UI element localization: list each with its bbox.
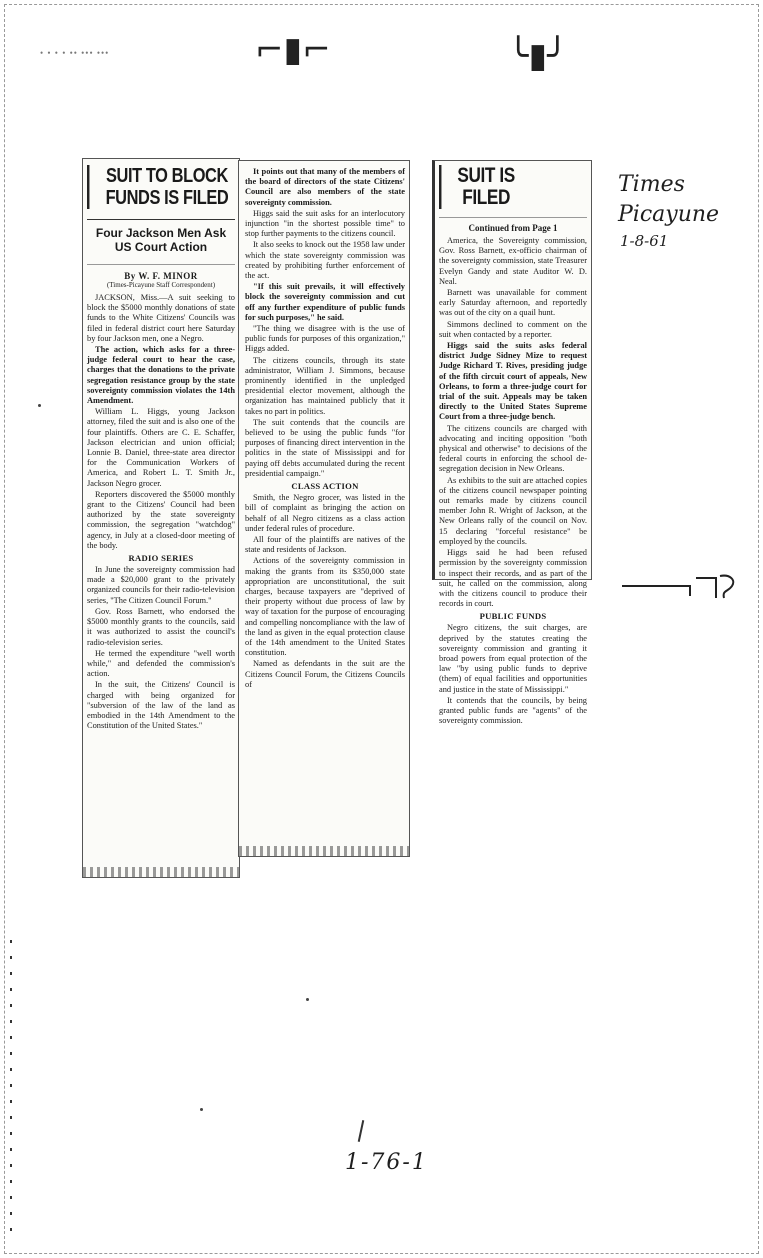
article-paragraph: Reporters discovered the $5000 monthly grant to the Citizens' Council had been authorized by the state sovereignty commission, the segregation "watchdog" agency, in July at a closed-door meeting of the body.	[87, 489, 235, 550]
clipping-column-2	[238, 160, 410, 857]
article-paragraph: The action, which asks for a three-judge federal court to hear the case, charges that the donations to the private segregation resistance group by the state sovereignty commission violates the 14th Amendment.	[87, 345, 235, 406]
subheadline: Four Jackson Men Ask US Court Action	[87, 219, 235, 254]
headline: SUIT TO BLOCK FUNDS IS FILED	[87, 165, 243, 209]
article-paragraph: It contends that the councils, by being granted public funds are "agents" of the sovereignty commission.	[439, 695, 587, 726]
torn-edge	[239, 846, 409, 856]
article-paragraph: Higgs said the suits asks federal district Judge Sidney Mize to request Judge Richard T. Rives, presiding judge of the fifth circuit court of appeals, New Orleans, to form a three-judge court for trial of the suit. Appeals may be taken directly to the United States Supreme Court from a three-judge bench.	[439, 341, 587, 422]
speck	[200, 1108, 203, 1111]
article-paragraph: The suit contends that the councils are believed to be using the public funds "for purposes of financing direct intervention in the politics in the state of Mississippi and for paying off debts accumulated during the recent presidential campaign."	[245, 417, 405, 478]
section-heading: CLASS ACTION	[291, 481, 359, 492]
article-paragraph: William L. Higgs, young Jackson attorney, filed the suit and is also one of the four plaintiffs. Others are C. E. Schaffer, Jackson electrician and union official; Lonnie B. Daniel, three-state area director for the Communication Workers of America, and Robert L. T. Smith Jr., Jackson Negro grocer.	[87, 407, 235, 488]
article-paragraph: It points out that many of the members of the board of directors of the state Citizens' Council are also members of the state sovereignty commission.	[245, 167, 405, 207]
article-paragraph: Higgs said he had been refused permission by the sovereignty commission to inspect their records, and as part of the suit, he called on the commission, along with the citizens council to produce their records in court.	[439, 548, 587, 609]
article-paragraph: Actions of the sovereignty commission in making the grants from its $350,000 state appropriation are unconstitutional, the suit charges, because taxpayers are "deprived of their property without due process of law by way of taxation for the purpose of encouraging and compelling noncompliance with the law of the land as given in the equal protection clause of the 14th amendment to the United States constitution.	[245, 556, 405, 658]
clipping-column-1	[82, 158, 240, 878]
speck	[38, 404, 41, 407]
handwritten-file-reference: 1-76-1	[345, 1150, 428, 1175]
article-paragraph: He termed the expenditure "well worth while," and defended the commission's action.	[87, 648, 235, 679]
handwritten-paper-name: Times Picayune	[618, 172, 720, 227]
article-paragraph: Named as defendants in the suit are the Citizens Council Forum, the Citizens Councils of	[245, 659, 405, 689]
article-paragraph: The citizens councils are charged with advocating and inciting opposition "both physical and otherwise" to decisions of the federal courts in enforcing the school de-segregation decision in New Orleans.	[439, 423, 587, 474]
article-paragraph: "If this suit prevails, it will effectively block the sovereignty commission and cut off any further expenditure of public funds for such purposes," he said.	[245, 282, 405, 322]
top-scrawl: • • • • •• ••• •••	[40, 48, 110, 58]
bracket-mark-icon	[620, 572, 740, 602]
article-paragraph: It also seeks to knock out the 1958 law under which the state sovereignty commission was created by prohibiting further enforcement of the act.	[245, 240, 405, 281]
article-paragraph: Barnett was unavailable for comment early Saturday afternoon, and reportedly was out of the city on a quail hunt.	[439, 288, 587, 318]
handwritten-date: 1-8-61	[620, 232, 669, 250]
article-paragraph: In the suit, the Citizens' Council is charged with being organized for "subversion of the law of the land as embodied in the 14th Amendment to the Constitution of the United States."	[87, 680, 235, 731]
torn-edge	[83, 867, 239, 877]
article-paragraph: Negro citizens, the suit charges, are deprived by the statutes creating the sovereignty commission and granting it broad powers from equal protection of the law "by using public funds to deprive (them) of equal facilities and opportunities and justice in the state of Mississippi."	[439, 623, 587, 694]
article-paragraph: Gov. Ross Barnett, who endorsed the $5000 monthly grants to the councils, said it was authorized to assist the council's radio-television series.	[87, 606, 235, 647]
margin-ticks	[10, 940, 12, 1240]
article-paragraph: As exhibits to the suit are attached copies of the citizens council newspaper pointing out remarks made by citizens council member John R. Wright of Jackson, at the New Orleans rally of the council on Nov. 15 declaring "forceful resistance" be employed by the councils.	[439, 475, 587, 546]
article-paragraph: The citizens councils, through its state administrator, William J. Simmons, because prominently identified in the unpledged presidential elector movement, although the organization has maintained publicly that it takes no part in politics.	[245, 355, 405, 416]
article-paragraph: JACKSON, Miss.—A suit seeking to block the $5000 monthly donations of state funds to the White Citizens' Councils was filed in federal district court here Saturday by four Jackson men, one a Negro.	[87, 293, 235, 343]
article-paragraph: Smith, the Negro grocer, was listed in the bill of complaint as bringing the action on behalf of all Negro citizens as a class action under federal rules of procedure.	[245, 493, 405, 533]
headline: SUIT IS FILED	[439, 165, 529, 209]
byline-credit: (Times-Picayune Staff Correspondent)	[106, 281, 216, 289]
speck	[306, 998, 309, 1001]
staple-mark-icon: ⌐▮⌐	[255, 30, 331, 70]
section-heading: PUBLIC FUNDS	[479, 611, 547, 622]
section-heading: RADIO SERIES	[128, 553, 194, 564]
article-paragraph: In June the sovereignty commission had made a $20,000 grant to the privately organized councils for their radio-television series, "The Citizen Council Forum."	[87, 565, 235, 605]
article-paragraph: All four of the plaintiffs are natives of the state and residents of Jackson.	[245, 534, 405, 555]
staple-mark-icon: ╰▮╯	[508, 36, 568, 76]
article-paragraph: "The thing we disagree with is the use of public funds for purposes of this organization," Higgs added.	[245, 324, 405, 354]
continued-note: Continued from Page 1	[439, 217, 587, 233]
article-paragraph: Simmons declined to comment on the suit when contacted by a reporter.	[439, 319, 587, 339]
article-paragraph: Higgs said the suit asks for an interlocutory injunction "in the shortest possible time" to stop further payments to the citizens council.	[245, 208, 405, 239]
byline: By W. F. MINOR	[87, 264, 235, 281]
article-paragraph: America, the Sovereignty commission, Gov. Ross Barnett, ex-officio chairman of the sovereignty commission, state Treasurer Evelyn Gandy and state Auditor W. D. Neal.	[439, 236, 587, 286]
clipping-column-3	[432, 160, 592, 726]
